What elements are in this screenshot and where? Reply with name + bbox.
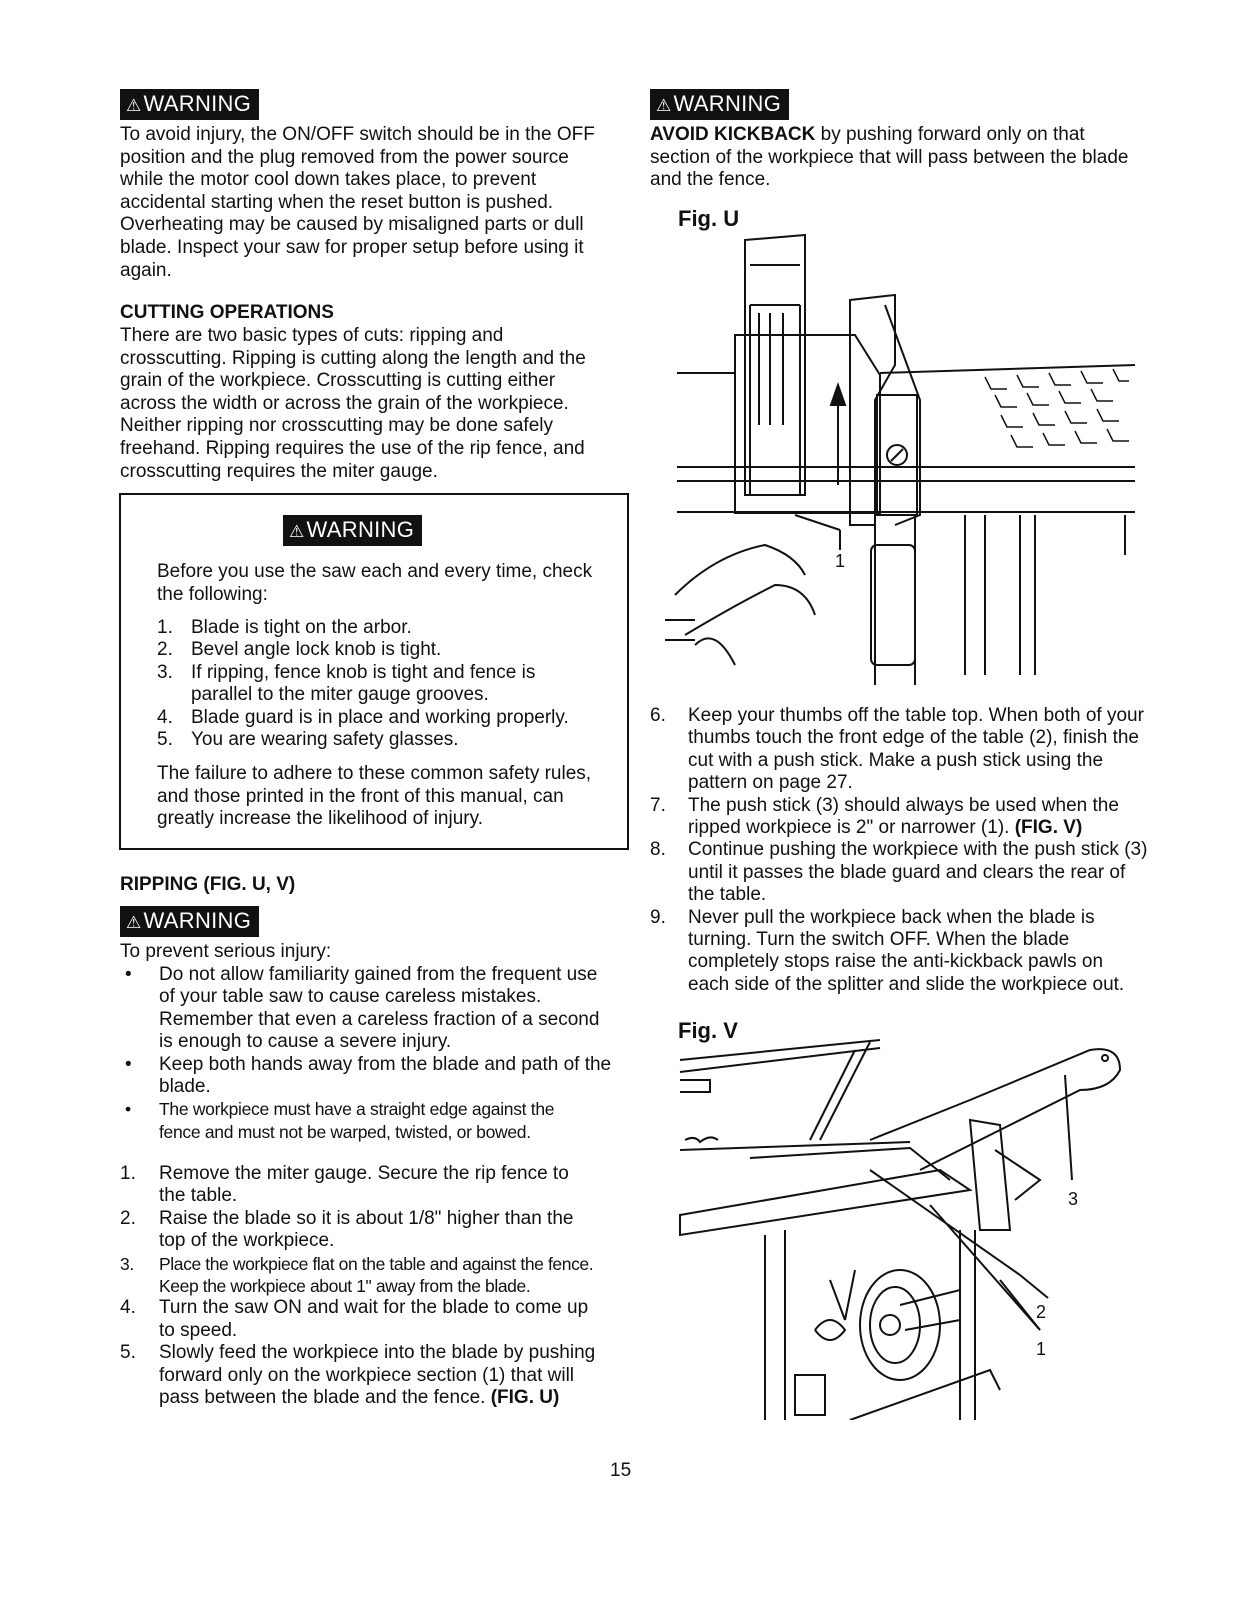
list-item: • Do not allow familiarity gained from the frequent use of your table saw to cause careless mistakes. Remember that even a careless fraction of a second is enough to cause a severe injury. xyxy=(125,964,600,1053)
warning-badge-3: ⚠WARNING xyxy=(650,89,789,120)
list-item: 1. Blade is tight on the arbor. xyxy=(157,617,412,638)
list-item: 3. If ripping, fence knob is tight and fence is parallel to the miter gauge grooves. xyxy=(157,661,536,706)
ripping-steps xyxy=(120,1163,620,1409)
bullet-icon: • xyxy=(125,1053,132,1075)
fig-v-callout-1: 1 xyxy=(1036,1339,1047,1359)
list-item: 7. The push stick (3) should always be used when the ripped workpiece is 2" or narrower (1). (FIG. V) xyxy=(650,794,1119,839)
fig-v-illustration xyxy=(670,1030,1160,1420)
warning-badge-1: ⚠WARNING xyxy=(120,89,259,120)
warning-badge-box: ⚠WARNING xyxy=(283,515,422,546)
warning-triangle-icon: ⚠ xyxy=(126,96,142,115)
fig-u-callout-1: 1 xyxy=(835,551,846,571)
fig-v-callout-2: 2 xyxy=(1036,1302,1047,1322)
list-item: 9. Never pull the workpiece back when the blade is turning. Turn the switch OFF. When the blade completely stops raise the anti-kickback pawls on each side of the splitter and slide the workpiece out. xyxy=(650,906,1125,995)
warning-badge-2: ⚠WARNING xyxy=(120,906,259,937)
list-item: 5. Slowly feed the workpiece into the blade by pushing forward only on the workpiece section (1) that will pass between the blade and the fence. (FIG. U) xyxy=(120,1342,596,1409)
warning-1-text: To avoid injury, the ON/OFF switch should be in the OFF position and the plug removed from the power source while the motor cool down takes place, to prevent accidental starting when the reset button is pushed. Overheating may be caused by misaligned parts or dull blade. Inspect your saw for proper setup before using it again. xyxy=(120,124,595,281)
list-item: 5. You are wearing safety glasses. xyxy=(157,729,459,751)
cutting-operations-heading: CUTTING OPERATIONS xyxy=(120,302,334,323)
checklist-closing: The failure to adhere to these common safety rules, and those printed in the front of this manual, can greatly increase the likelihood of injury. xyxy=(157,763,592,830)
list-item: 4. Turn the saw ON and wait for the blade to come up to speed. xyxy=(120,1297,589,1341)
page-number: 15 xyxy=(610,1460,632,1481)
warning-triangle-icon: ⚠ xyxy=(289,522,305,541)
list-item: 3. Place the workpiece flat on the table and against the fence. Keep the workpiece about 1" away from the blade. xyxy=(120,1253,594,1297)
fig-u-illustration xyxy=(655,225,1160,685)
list-item: 4. Blade guard is in place and working properly. xyxy=(157,706,569,728)
checklist-box xyxy=(119,493,629,850)
list-item: 6. Keep your thumbs off the table top. When both of your thumbs touch the front edge of the table (2), finish the cut with a push stick. Make a push stick using the pattern on page 27. xyxy=(650,705,1144,794)
fig-u-label: Fig. U xyxy=(678,206,740,231)
warning-triangle-icon: ⚠ xyxy=(126,913,142,932)
fig-v-label: Fig. V xyxy=(678,1018,738,1043)
warning-triangle-icon: ⚠ xyxy=(656,96,672,115)
checklist-intro: Before you use the saw each and every time, check the following: xyxy=(157,561,593,605)
bullet-icon: • xyxy=(125,1099,131,1120)
kickback-text: AVOID KICKBACK by pushing forward only on that section of the workpiece that will pass between the blade and the fence. xyxy=(650,124,1129,191)
ripping-heading: RIPPING (FIG. U, V) xyxy=(120,874,296,895)
bullet-icon: • xyxy=(125,964,132,985)
list-item: 2. Bevel angle lock knob is tight. xyxy=(157,639,442,661)
list-item: • Keep both hands away from the blade and path of the blade. xyxy=(125,1053,612,1098)
cutting-operations-text: There are two basic types of cuts: ripping and crosscutting. Ripping is cutting along the length and the grain of the workpiece. Crosscutting is cutting either across the width or across the grain of the workpiece. Neither ripping nor crosscutting may be done safely freehand. Ripping requires the use of the rip fence, and crosscutting requires the miter gauge. xyxy=(120,325,586,482)
checklist xyxy=(157,617,607,751)
list-item: 1. Remove the miter gauge. Secure the rip fence to the table. xyxy=(120,1163,569,1207)
list-item: 8. Continue pushing the workpiece with the push stick (3) until it passes the blade guard and clears the rear of the table. xyxy=(650,839,1148,906)
right-steps xyxy=(650,705,1160,996)
ripping-bullets xyxy=(120,964,630,1143)
list-item: 2. Raise the blade so it is about 1/8" higher than the top of the workpiece. xyxy=(120,1207,574,1252)
fig-v-callout-3: 3 xyxy=(1068,1189,1079,1209)
ripping-warning-intro: To prevent serious injury: xyxy=(120,941,332,962)
list-item: • The workpiece must have a straight edge against the fence and must not be warped, twisted, or bowed. xyxy=(125,1099,555,1142)
